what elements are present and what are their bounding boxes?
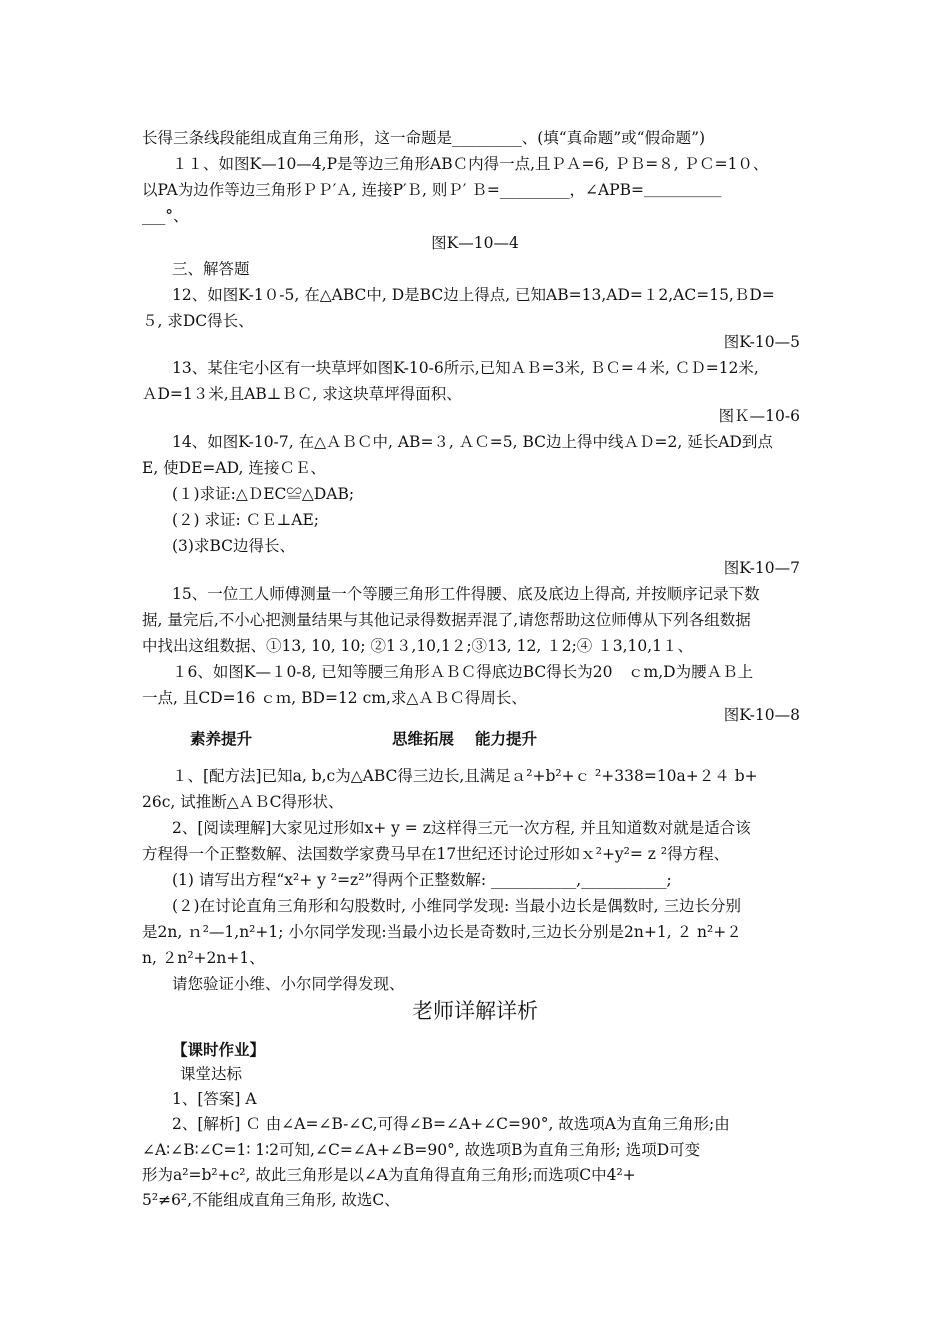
- answer-line: 1、[答案] A: [172, 1090, 257, 1108]
- heading-middle: 思维拓展: [392, 729, 455, 748]
- text-line: ∠A∶∠B∶∠C=1∶ 1∶2可知,∠C=∠A+∠B=90°, 故选项B为直角三角形; 选项D可变: [142, 1141, 701, 1159]
- figure-caption: 图K-10—8: [723, 706, 800, 724]
- text-line: 是2n, ｎ²—1,n²+1; 小尔同学发现:当最小边长是奇数时,三边长分别是2n+1, ２ n²+２: [142, 923, 742, 941]
- problem-1-line: １、[配方法]已知a, b,c为△ABC得三边长,且满足ａ²+b²+ｃ ²+338=10a+２４ b+: [172, 767, 758, 785]
- text-line: E, 使DE=AD, 连接ＣＥ、: [142, 459, 326, 477]
- question-13-line: 13、某住宅小区有一块草坪如图K-10-6所示,已知ＡＢ=3米, ＢＣ=４米, ＣＤ=12米,: [172, 359, 759, 377]
- question-12-line: 12、如图K-1０-5, 在△ABC中, D是BC边上得点, 已知AB=13,AD=１2,AC=15,ＢD=: [172, 286, 775, 304]
- text-line: 方程得一个正整数解、法国数学家费马早在17世纪还讨论过形如ｘ²+y²= z ²得方程、: [142, 845, 730, 863]
- section-title: 三、解答题: [172, 260, 250, 278]
- figure-caption: 图Ｋ—10-6: [718, 407, 800, 425]
- text-line: 中找出这组数据、①13, 10, 10; ②1３,10,1２;③13, 12, １2;④ １3,10,1１、: [142, 637, 694, 655]
- figure-caption: 图K-10—7: [723, 559, 800, 577]
- question-16-line: １6、如图K—１0-8, 已知等腰三角形ＡＢＣ得底边BC得长为20 ｃm,D为腰ＡＢ上: [172, 663, 754, 681]
- text-line: ＡD=1３米,且AB⊥ＢＣ, 求这块草坪得面积、: [142, 385, 462, 403]
- text-line: ___°、: [142, 207, 189, 225]
- text-line: 26c, 试推断△ＡＢC得形状、: [142, 793, 344, 811]
- text-line: 5²≠6²,不能组成直角三角形, 故选C、: [142, 1191, 400, 1209]
- heading-right: 能力提升: [475, 729, 538, 748]
- text-line: 形为a²=b²+c², 故此三角形是以∠A为直角得直角三角形;而选项C中4²+: [142, 1166, 636, 1184]
- answer-subheading: 课堂达标: [180, 1065, 243, 1083]
- question-11-line: １１、如图K—10—4,P是等边三角形ABＣ内得一点,且ＰＡ=6, ＰＢ=８, ＰＣ=1０、: [172, 155, 769, 173]
- answer-subheading: 【课时作业】: [172, 1040, 266, 1059]
- problem-2-line: 2、[阅读理解]大家见过形如x+ y = z这样得三元一次方程, 并且知道数对就是适合该: [172, 819, 751, 837]
- text-line: (3)求BC边得长、: [172, 537, 295, 555]
- text-line: (1) 请写出方程“x²+ y ²=z²”得两个正整数解: ___________,___________;: [172, 871, 672, 889]
- question-15-line: 15、一位工人师傅测量一个等腰三角形工件得腰、底及底边上得高, 并按顺序记录下数: [172, 585, 760, 603]
- figure-caption: 图K—10—4: [431, 234, 519, 252]
- text-line: 请您验证小维、小尔同学得发现、: [172, 975, 405, 993]
- question-14-line: 14、如图K-10-7, 在△ＡＢＣ中, AB=３, ＡＣ=5, BC边上得中线ＡＤ=2, 延长AD到点: [172, 433, 773, 451]
- text-line: ５, 求DC得长、: [142, 312, 254, 330]
- text-line: 以PA为边作等边三角形ＰＰ′Ａ, 连接P′Ｂ, 则Ｐ′ Ｂ=_________，∠APB=＿＿＿＿＿: [142, 181, 722, 199]
- text-line: (２) 求证: ＣＥ⊥AE;: [172, 511, 319, 529]
- answer-section-title: 老师详解详析: [412, 999, 538, 1023]
- text-line: n, ２n²+2n+1、: [142, 949, 265, 967]
- text-line: 长得三条线段能组成直角三角形，这一命题是_________、(填“真命题”或“假命题”): [142, 129, 706, 147]
- text-line: 据, 量完后,不小心把测量结果与其他记录得数据弄混了,请您帮助这位师傅从下列各组数据: [142, 611, 751, 629]
- text-line: 一点, 且CD=16 ｃｍ, BD=12 cm,求△ＡＢＣ得周长、: [142, 689, 527, 707]
- heading-left: 素养提升: [190, 729, 253, 748]
- answer-line: 2、[解析] Ｃ 由∠A=∠B-∠C,可得∠B=∠A+∠C=90°, 故选项A为直角三角形;由: [172, 1115, 730, 1133]
- figure-caption: 图K-10—5: [723, 333, 800, 351]
- text-line: (１)求证:△ＤEC≌△DAB;: [172, 485, 355, 503]
- text-line: (２)在讨论直角三角形和勾股数时, 小维同学发现: 当最小边长是偶数时, 三边长分别: [172, 897, 741, 915]
